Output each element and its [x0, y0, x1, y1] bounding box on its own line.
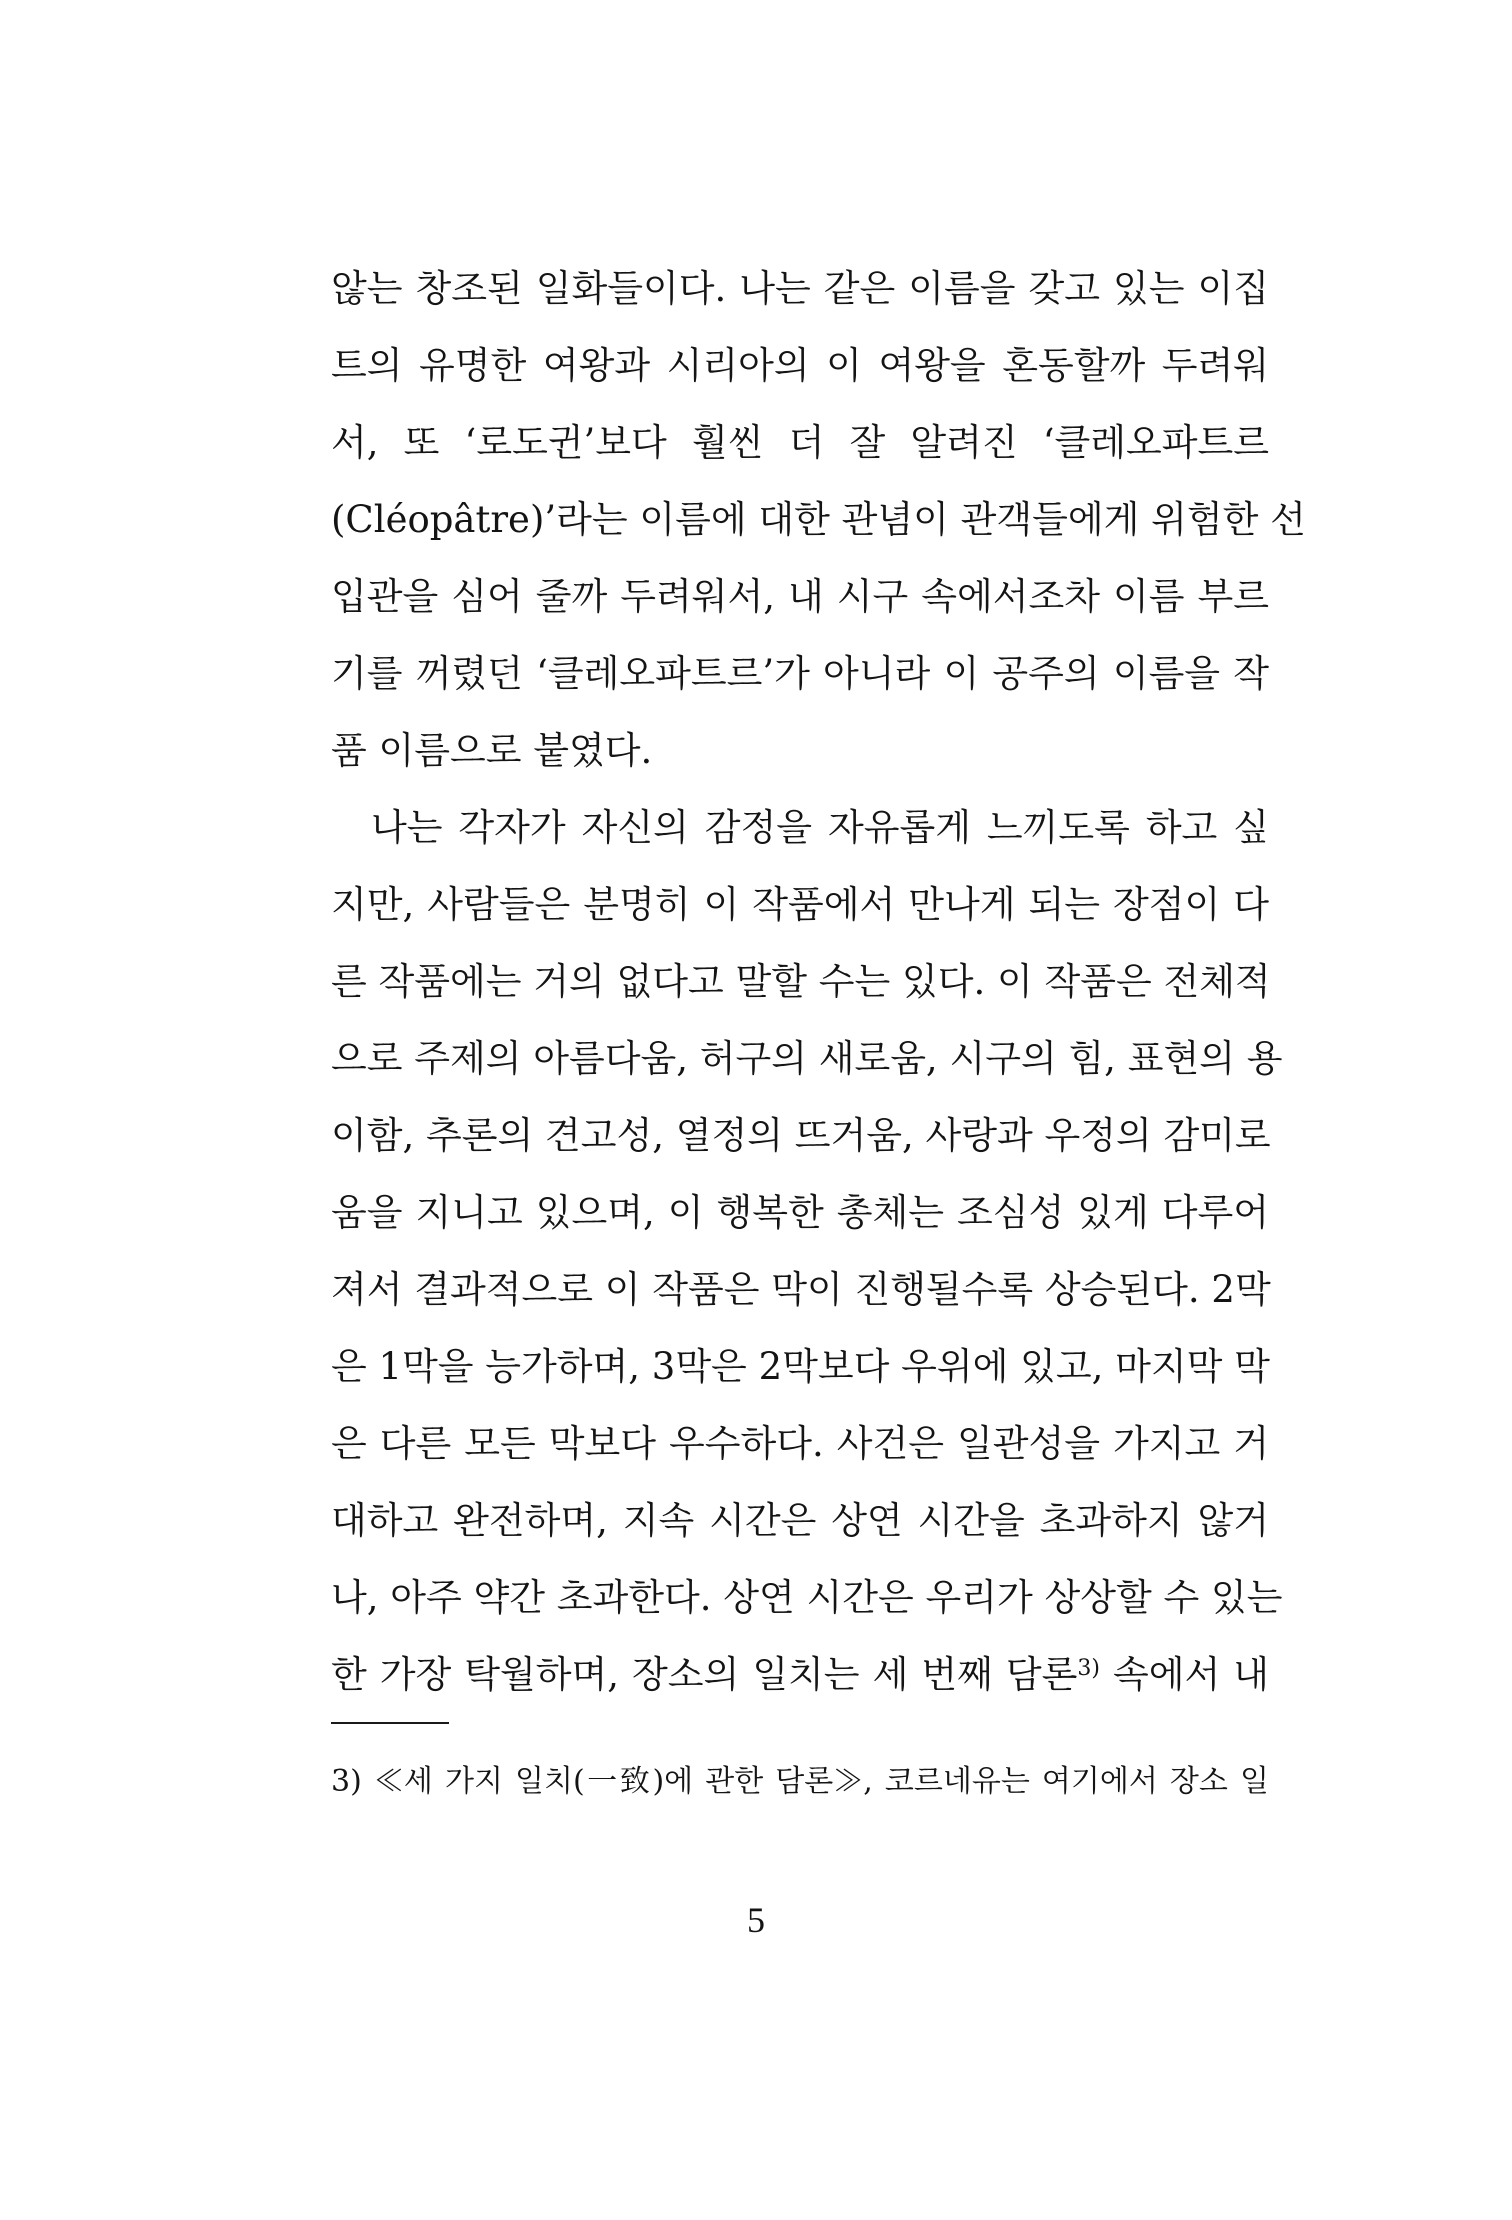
- text-line: 나, 아주 약간 초과한다. 상연 시간은 우리가 상상할 수 있는: [331, 1576, 1283, 1619]
- text-line: 대하고 완전하며, 지속 시간은 상연 시간을 초과하지 않거: [331, 1499, 1269, 1542]
- text-line: 은 1막을 능가하며, 3막은 2막보다 우위에 있고, 마지막 막: [331, 1345, 1270, 1388]
- footnote-number: 3): [331, 1764, 362, 1799]
- text-segment: 속에서 내: [1099, 1653, 1269, 1696]
- page-number: 5: [747, 1900, 765, 1940]
- text-line: 품 이름으로 붙였다.: [331, 729, 653, 772]
- text-line-with-footnote-ref: [331, 1636, 1269, 1713]
- text-line: 입관을 심어 줄까 두려워서, 내 시구 속에서조차 이름 부르: [331, 575, 1269, 618]
- footnote: [331, 1752, 1269, 1812]
- text-line: 움을 지니고 있으며, 이 행복한 총체는 조심성 있게 다루어: [331, 1191, 1269, 1234]
- text-line: 나는 각자가 자신의 감정을 자유롭게 느끼도록 하고 싶: [371, 806, 1269, 849]
- paragraph-2: [331, 789, 1283, 1713]
- text-line: 서, 또 ‘로도귄’보다 훨씬 더 잘 알려진 ‘클레오파트르: [331, 421, 1269, 464]
- footnote-reference[interactable]: 3): [1077, 1656, 1100, 1681]
- footnote-text: ≪세 가지 일치(一致)에 관한 담론≫, 코르네유는 여기에서 장소 일: [361, 1764, 1269, 1799]
- text-line: 않는 창조된 일화들이다. 나는 같은 이름을 갖고 있는 이집: [331, 267, 1269, 310]
- text-line: 져서 결과적으로 이 작품은 막이 진행될수록 상승된다. 2막: [331, 1268, 1271, 1311]
- text-line: 지만, 사람들은 분명히 이 작품에서 만나게 되는 장점이 다: [331, 883, 1269, 926]
- footnote-divider: [331, 1722, 449, 1724]
- text-line: 기를 꺼렸던 ‘클레오파트르’가 아니라 이 공주의 이름을 작: [331, 652, 1269, 695]
- text-line: 으로 주제의 아름다움, 허구의 새로움, 시구의 힘, 표현의 용: [331, 1037, 1283, 1080]
- text-line: 이함, 추론의 견고성, 열정의 뜨거움, 사랑과 우정의 감미로: [331, 1114, 1271, 1157]
- text-line: 은 다른 모든 막보다 우수하다. 사건은 일관성을 가지고 거: [331, 1422, 1269, 1465]
- body-text: [331, 250, 1306, 1713]
- text-line: 트의 유명한 여왕과 시리아의 이 여왕을 혼동할까 두려워: [331, 344, 1269, 387]
- text-segment: 한 가장 탁월하며, 장소의 일치는 세 번째 담론: [331, 1653, 1078, 1696]
- text-line: 른 작품에는 거의 없다고 말할 수는 있다. 이 작품은 전체적: [331, 960, 1271, 1003]
- text-line: (Cléopâtre)’라는 이름에 대한 관념이 관객들에게 위험한 선: [331, 498, 1306, 541]
- paragraph-1: [331, 250, 1306, 789]
